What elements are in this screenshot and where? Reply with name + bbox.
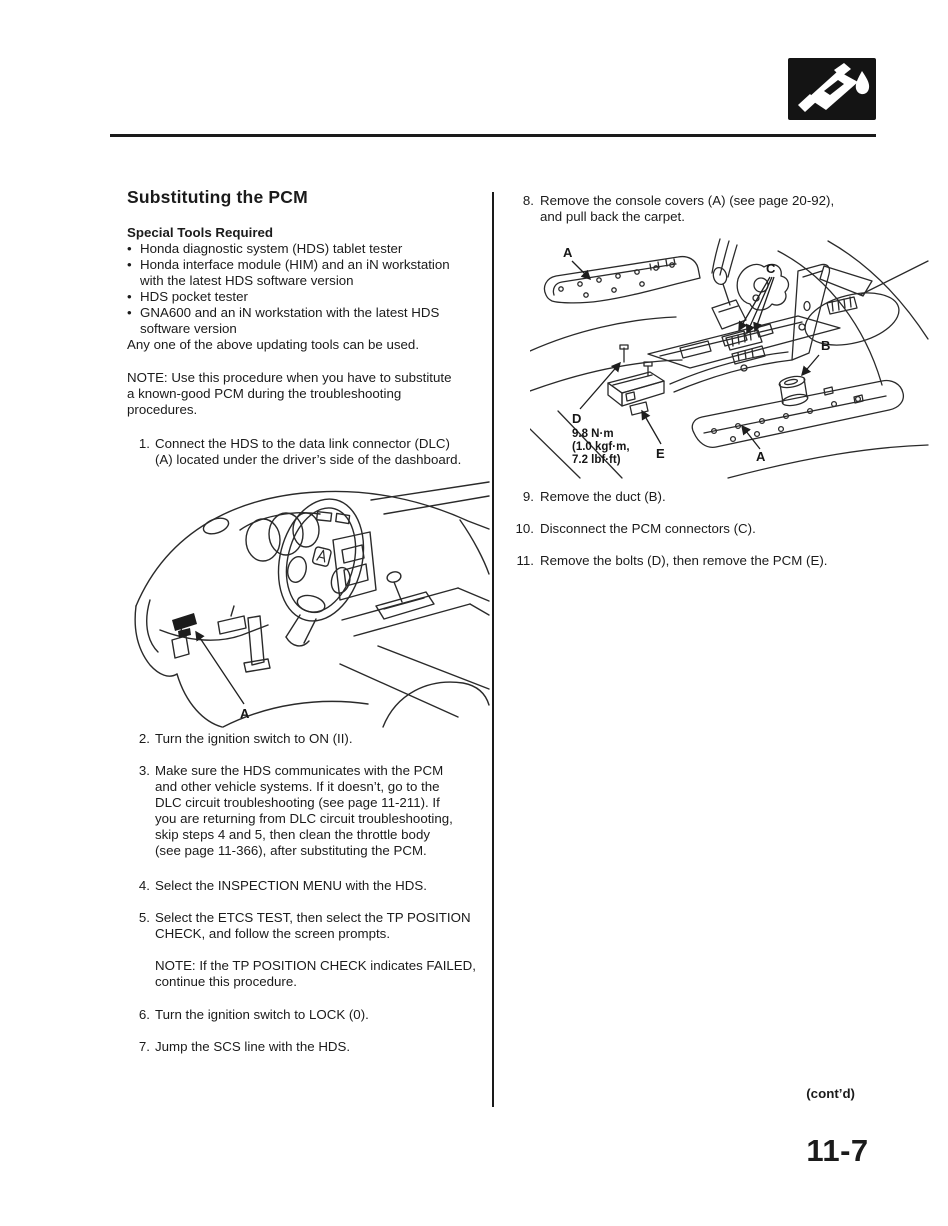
step-text: Remove the duct (B). [540, 489, 666, 504]
pcm-box [608, 372, 664, 415]
step-8 [513, 193, 943, 225]
step-6 [127, 1007, 527, 1023]
dlc-connector [172, 613, 197, 638]
tool-item [127, 241, 522, 257]
step-text: Connect the HDS to the data link connector (DLC) (A) located under the driver’s side of the dashboard. [155, 436, 462, 467]
page-title: Substituting the PCM [127, 187, 308, 207]
bullet-icon: • [127, 241, 132, 256]
tool-item-text: GNA600 and an iN workstation with the latest HDS software version [140, 305, 440, 336]
step-text: Turn the ignition switch to LOCK (0). [155, 1007, 369, 1022]
step-5-note: NOTE: If the TP POSITION CHECK indicates FAILED, continue this procedure. [155, 958, 476, 989]
mounting-bolts [620, 345, 652, 376]
torque-spec-line2: (1.0 kgf·m, [572, 441, 630, 453]
step-9 [513, 489, 943, 505]
step-2 [127, 731, 527, 747]
dashboard-dlc-illustration [128, 478, 490, 728]
figure2-label-c: C [766, 261, 776, 276]
acura-logo [317, 549, 327, 562]
step-number: 7. [138, 1039, 150, 1054]
tool-item [127, 257, 522, 289]
step-text: Make sure the HDS communicates with the PCM and other vehicle systems. If it doesn’t, go to the DLC circuit troubleshooting (see page 11-211). If you are returning from DLC circuit troubleshooting, skip steps 4 and 5, then clean the throttle body (see page 11-366), after substituting the PCM. [155, 763, 453, 858]
torque-spec-line3: 7.2 lbf·ft) [572, 454, 621, 466]
step-number: 10. [515, 521, 534, 536]
accelerator-pedal [172, 636, 189, 658]
figure1-label-a: A [240, 706, 250, 721]
special-tools-section [127, 225, 522, 353]
figure2-label-b: B [821, 338, 831, 353]
console-cover-upper [544, 257, 700, 303]
step-text: Jump the SCS line with the HDS. [155, 1039, 351, 1054]
bullet-icon: • [127, 289, 132, 304]
steering-wheel [266, 490, 376, 630]
continued-marker: (cont’d) [806, 1086, 855, 1101]
step-4 [127, 878, 527, 894]
step-3 [127, 763, 527, 859]
page-number: 11-7 [806, 1133, 869, 1168]
step-1 [127, 436, 527, 468]
step-number: 9. [522, 489, 534, 504]
dashboard-linework [135, 482, 489, 727]
step-5 [127, 910, 527, 990]
step-number: 4. [138, 878, 150, 893]
step-number: 3. [138, 763, 150, 778]
bullet-icon: • [127, 305, 132, 320]
step-text: Disconnect the PCM connectors (C). [540, 521, 756, 536]
step-number: 8. [522, 193, 534, 208]
step-number: 5. [138, 910, 150, 925]
step-7 [127, 1039, 527, 1055]
step-number: 6. [138, 1007, 150, 1022]
step-text [155, 910, 476, 990]
step-number: 1. [138, 436, 150, 451]
step-11 [513, 553, 943, 569]
step-number: 2. [138, 731, 150, 746]
step-text: Select the INSPECTION MENU with the HDS. [155, 878, 427, 893]
step-text: Remove the console covers (A) (see page 20-92), and pull back the carpet. [540, 193, 835, 224]
step-number: 11. [516, 553, 534, 568]
figure2-label-a-top: A [563, 245, 573, 260]
header-rule [110, 134, 876, 137]
tool-item [127, 305, 522, 337]
figure2-label-d: D [572, 411, 582, 426]
console-cover-lower [692, 381, 903, 448]
console-pcm-illustration [530, 233, 932, 479]
step-text: Remove the bolts (D), then remove the PCM (E). [540, 553, 828, 568]
tool-item-text: HDS pocket tester [140, 289, 248, 304]
tool-item [127, 289, 522, 305]
torque-spec-line1: 9.8 N·m [572, 428, 614, 440]
figure2-label-a-bottom: A [756, 449, 766, 464]
tools-footer: Any one of the above updating tools can be used. [127, 337, 420, 352]
fuel-pump-nozzle-icon [788, 58, 876, 120]
special-tools-heading: Special Tools Required [127, 225, 274, 240]
step-5-body: Select the ETCS TEST, then select the TP POSITION CHECK, and follow the screen prompts. [155, 910, 471, 941]
tool-item-text: Honda interface module (HIM) and an iN workstation with the latest HDS software version [140, 257, 450, 288]
procedure-note: NOTE: Use this procedure when you have to substitute a known-good PCM during the troubleshooting procedures. [127, 370, 452, 417]
step-text: Turn the ignition switch to ON (II). [155, 731, 353, 746]
tool-item-text: Honda diagnostic system (HDS) tablet tester [140, 241, 403, 256]
step-10 [513, 521, 943, 537]
figure2-label-e: E [656, 446, 665, 461]
duct [778, 374, 809, 407]
brake-pedal [218, 616, 246, 634]
bullet-icon: • [127, 257, 132, 272]
leader-line-a [196, 632, 244, 704]
